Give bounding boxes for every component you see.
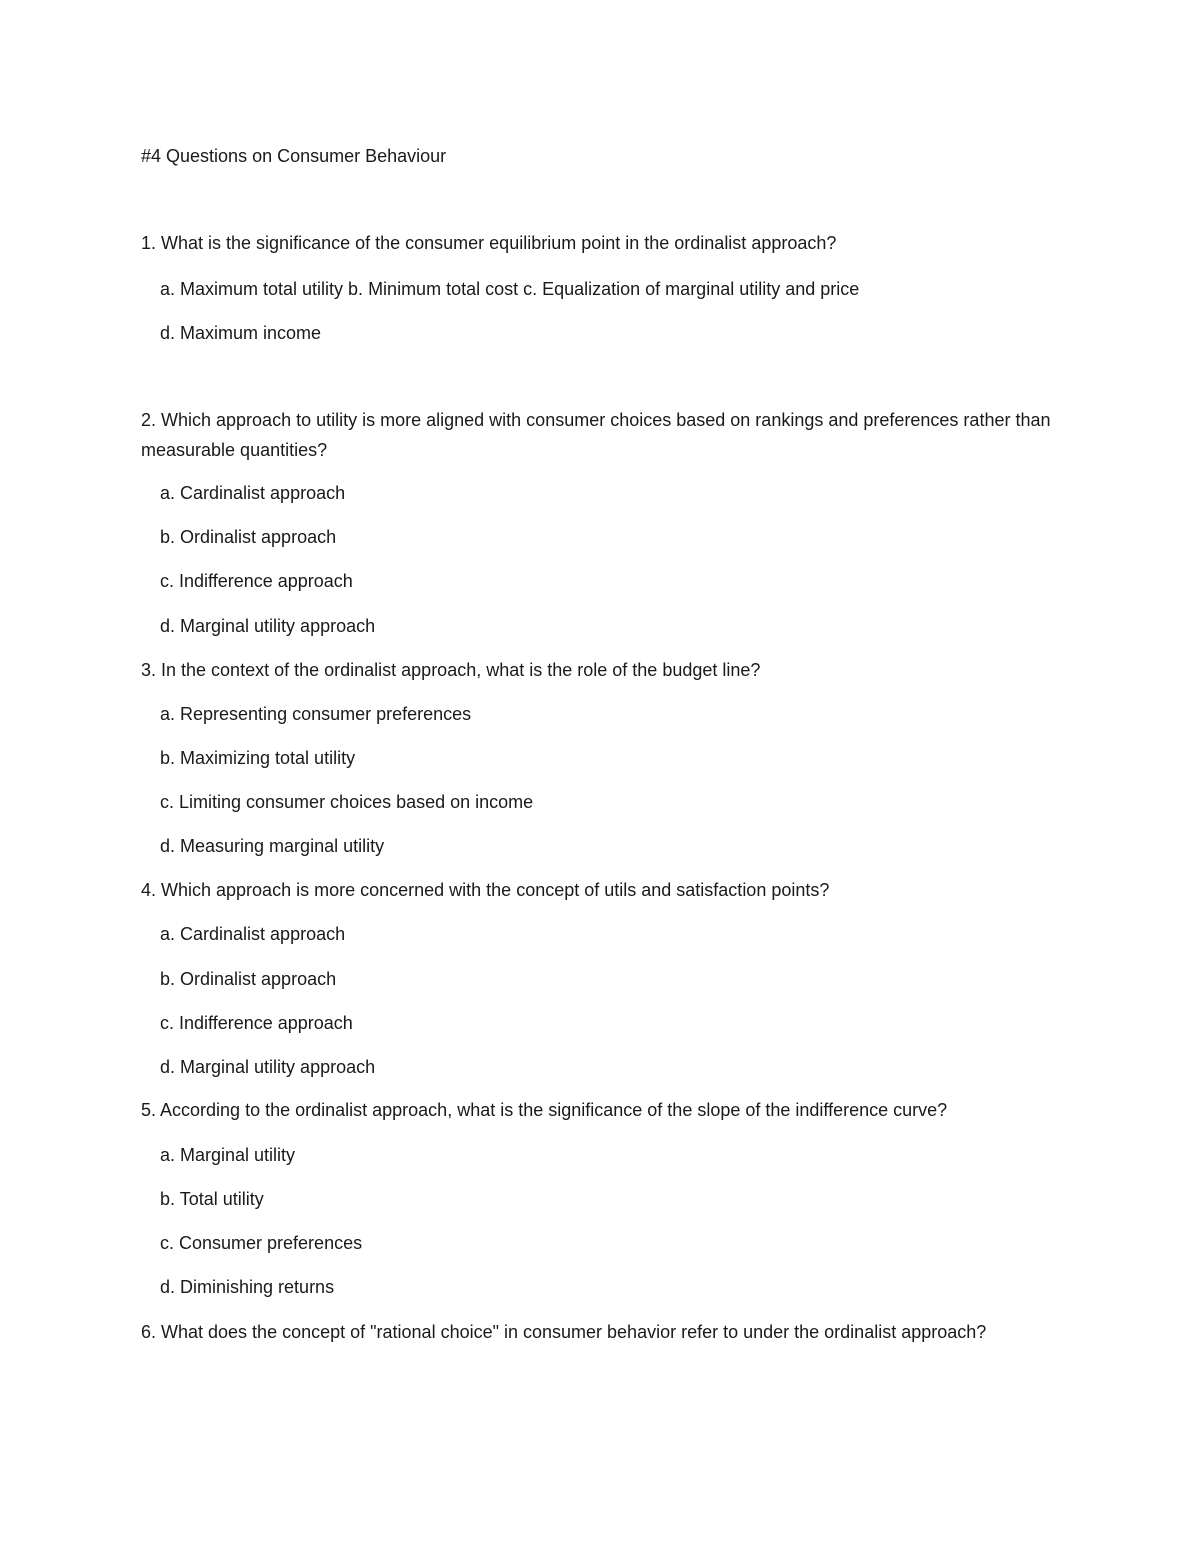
- question-4-text: 4. Which approach is more concerned with the concept of utils and satisfaction points?: [141, 880, 830, 900]
- question-2-text: 2. Which approach to utility is more aligned with consumer choices based on rankings and preferences rather than measurable quantities?: [141, 410, 1051, 460]
- question-5-option-d: d. Diminishing returns: [160, 1277, 335, 1297]
- question-4-option-a: a. Cardinalist approach: [160, 924, 346, 944]
- question-3-option-d: d. Measuring marginal utility: [160, 836, 385, 856]
- question-3-option-a: a. Representing consumer preferences: [160, 704, 472, 724]
- question-5-option-a: a. Marginal utility: [160, 1145, 296, 1165]
- question-4-option-c: c. Indifference approach: [160, 1013, 353, 1033]
- question-3-text: 3. In the context of the ordinalist approach, what is the role of the budget line?: [141, 660, 761, 680]
- question-5-option-b: b. Total utility: [160, 1189, 264, 1209]
- question-4-option-d: d. Marginal utility approach: [160, 1057, 376, 1077]
- question-2-option-d: d. Marginal utility approach: [160, 616, 376, 636]
- question-5-text: 5. According to the ordinalist approach, what is the significance of the slope of the indifference curve?: [141, 1100, 948, 1120]
- question-1-option-line-2: d. Maximum income: [160, 323, 322, 343]
- question-1-option-line-1: a. Maximum total utility b. Minimum total cost c. Equalization of marginal utility and price: [160, 279, 860, 299]
- question-4-option-b: b. Ordinalist approach: [160, 969, 337, 989]
- question-6-text: 6. What does the concept of "rational choice" in consumer behavior refer to under the ordinalist approach?: [141, 1322, 987, 1342]
- question-2-option-b: b. Ordinalist approach: [160, 527, 337, 547]
- question-1-text: 1. What is the significance of the consumer equilibrium point in the ordinalist approach?: [141, 233, 837, 253]
- question-5-option-c: c. Consumer preferences: [160, 1233, 363, 1253]
- question-2-option-a: a. Cardinalist approach: [160, 483, 346, 503]
- question-2-option-c: c. Indifference approach: [160, 571, 353, 591]
- question-3-option-c: c. Limiting consumer choices based on income: [160, 792, 534, 812]
- question-3-option-b: b. Maximizing total utility: [160, 748, 356, 768]
- document-title: #4 Questions on Consumer Behaviour: [141, 146, 447, 166]
